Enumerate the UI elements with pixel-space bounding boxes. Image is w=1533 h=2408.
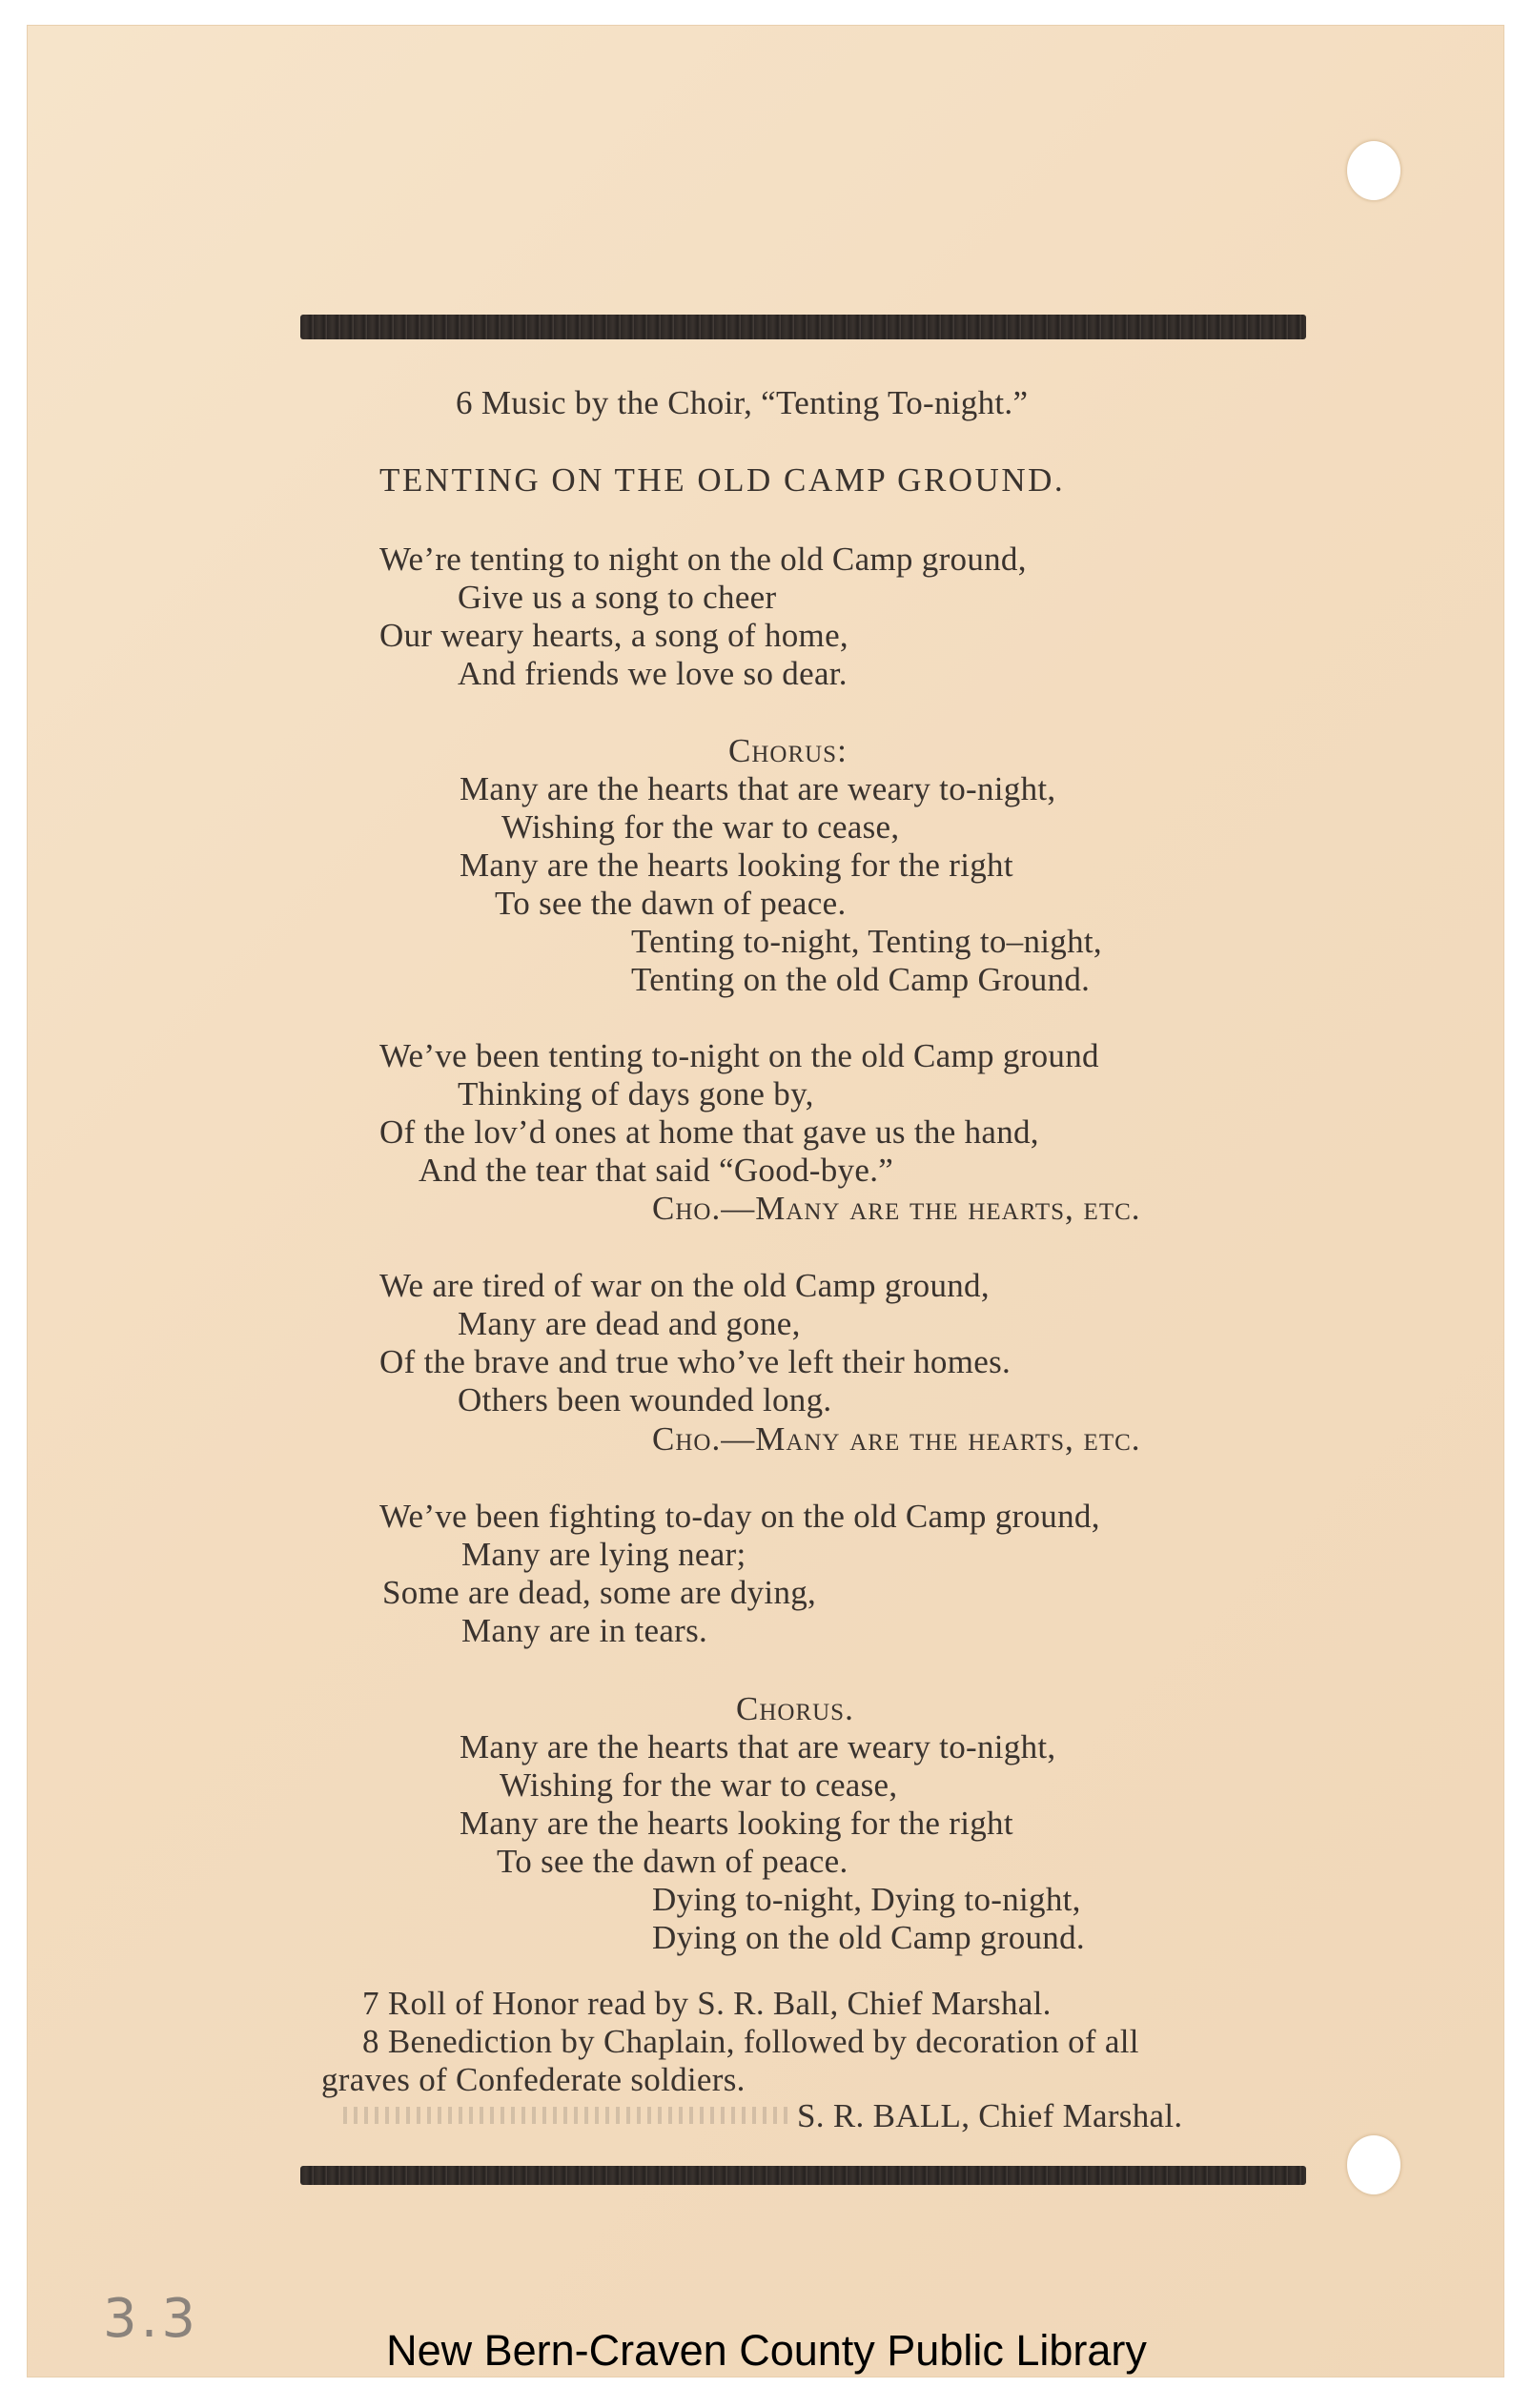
verse1-line4: And friends we love so dear. [458, 655, 848, 692]
verse2-chorus-ref: Cho.—Many are the hearts, etc. [652, 1190, 1141, 1227]
chorus2-line2: Wishing for the war to cease, [500, 1766, 898, 1804]
chorus2-label: Chorus. [736, 1690, 854, 1727]
chorus1-line1: Many are the hearts that are weary to-night, [460, 770, 1056, 807]
program-item-6: 6 Music by the Choir, “Tenting To-night.” [456, 384, 1029, 421]
chorus1-label: Chorus: [728, 732, 848, 769]
verse4-line3: Some are dead, some are dying, [382, 1574, 817, 1611]
program-item-7: 7 Roll of Honor read by S. R. Ball, Chief Marshal. [362, 1985, 1052, 2022]
verse2-line4: And the tear that said “Good-bye.” [419, 1152, 894, 1189]
chorus2-line4: To see the dawn of peace. [497, 1843, 848, 1880]
bottom-rule [300, 2166, 1306, 2185]
verse2-line1: We’ve been tenting to-night on the old Camp ground [379, 1037, 1099, 1074]
chorus2-line3: Many are the hearts looking for the right [460, 1805, 1013, 1842]
verse2-line3: Of the lov’d ones at home that gave us the hand, [379, 1113, 1039, 1151]
chorus1-line2: Wishing for the war to cease, [501, 808, 900, 846]
pencil-annotation: 3.3 [103, 2288, 200, 2350]
chorus1-line6: Tenting on the old Camp Ground. [631, 961, 1091, 998]
verse1-line2: Give us a song to cheer [458, 579, 777, 616]
chorus1-line3: Many are the hearts looking for the right [460, 847, 1013, 884]
song-title: TENTING ON THE OLD CAMP GROUND. [379, 461, 1066, 499]
verse4-line1: We’ve been fighting to-day on the old Camp ground, [379, 1498, 1100, 1535]
verse4-line2: Many are lying near; [461, 1536, 746, 1573]
verse3-line3: Of the brave and true who’ve left their homes. [379, 1343, 1012, 1380]
punch-hole-top [1347, 141, 1400, 200]
chorus1-line5: Tenting to-night, Tenting to–night, [631, 923, 1102, 960]
verse4-line4: Many are in tears. [461, 1612, 708, 1649]
verse1-line3: Our weary hearts, a song of home, [379, 617, 848, 654]
chorus2-line6: Dying on the old Camp ground. [652, 1919, 1085, 1956]
program-item-8: 8 Benediction by Chaplain, followed by decoration of all [362, 2023, 1139, 2060]
verse1-line1: We’re tenting to night on the old Camp ground, [379, 541, 1027, 578]
library-watermark: New Bern-Craven County Public Library [386, 2326, 1147, 2375]
verse2-line2: Thinking of days gone by, [458, 1075, 814, 1112]
chorus2-line1: Many are the hearts that are weary to-night, [460, 1728, 1056, 1765]
punch-hole-bottom [1347, 2135, 1400, 2194]
verse3-chorus-ref: Cho.—Many are the hearts, etc. [652, 1420, 1141, 1458]
top-rule [300, 315, 1306, 339]
verse3-line4: Others been wounded long. [458, 1381, 832, 1418]
program-item-8-continued: graves of Confederate soldiers. [321, 2061, 746, 2098]
signature: S. R. BALL, Chief Marshal. [797, 2097, 1183, 2134]
verse3-line2: Many are dead and gone, [458, 1305, 801, 1342]
chorus1-line4: To see the dawn of peace. [495, 885, 847, 922]
faded-print-mark [343, 2107, 791, 2124]
verse3-line1: We are tired of war on the old Camp ground, [379, 1267, 990, 1304]
chorus2-line5: Dying to-night, Dying to-night, [652, 1881, 1081, 1918]
